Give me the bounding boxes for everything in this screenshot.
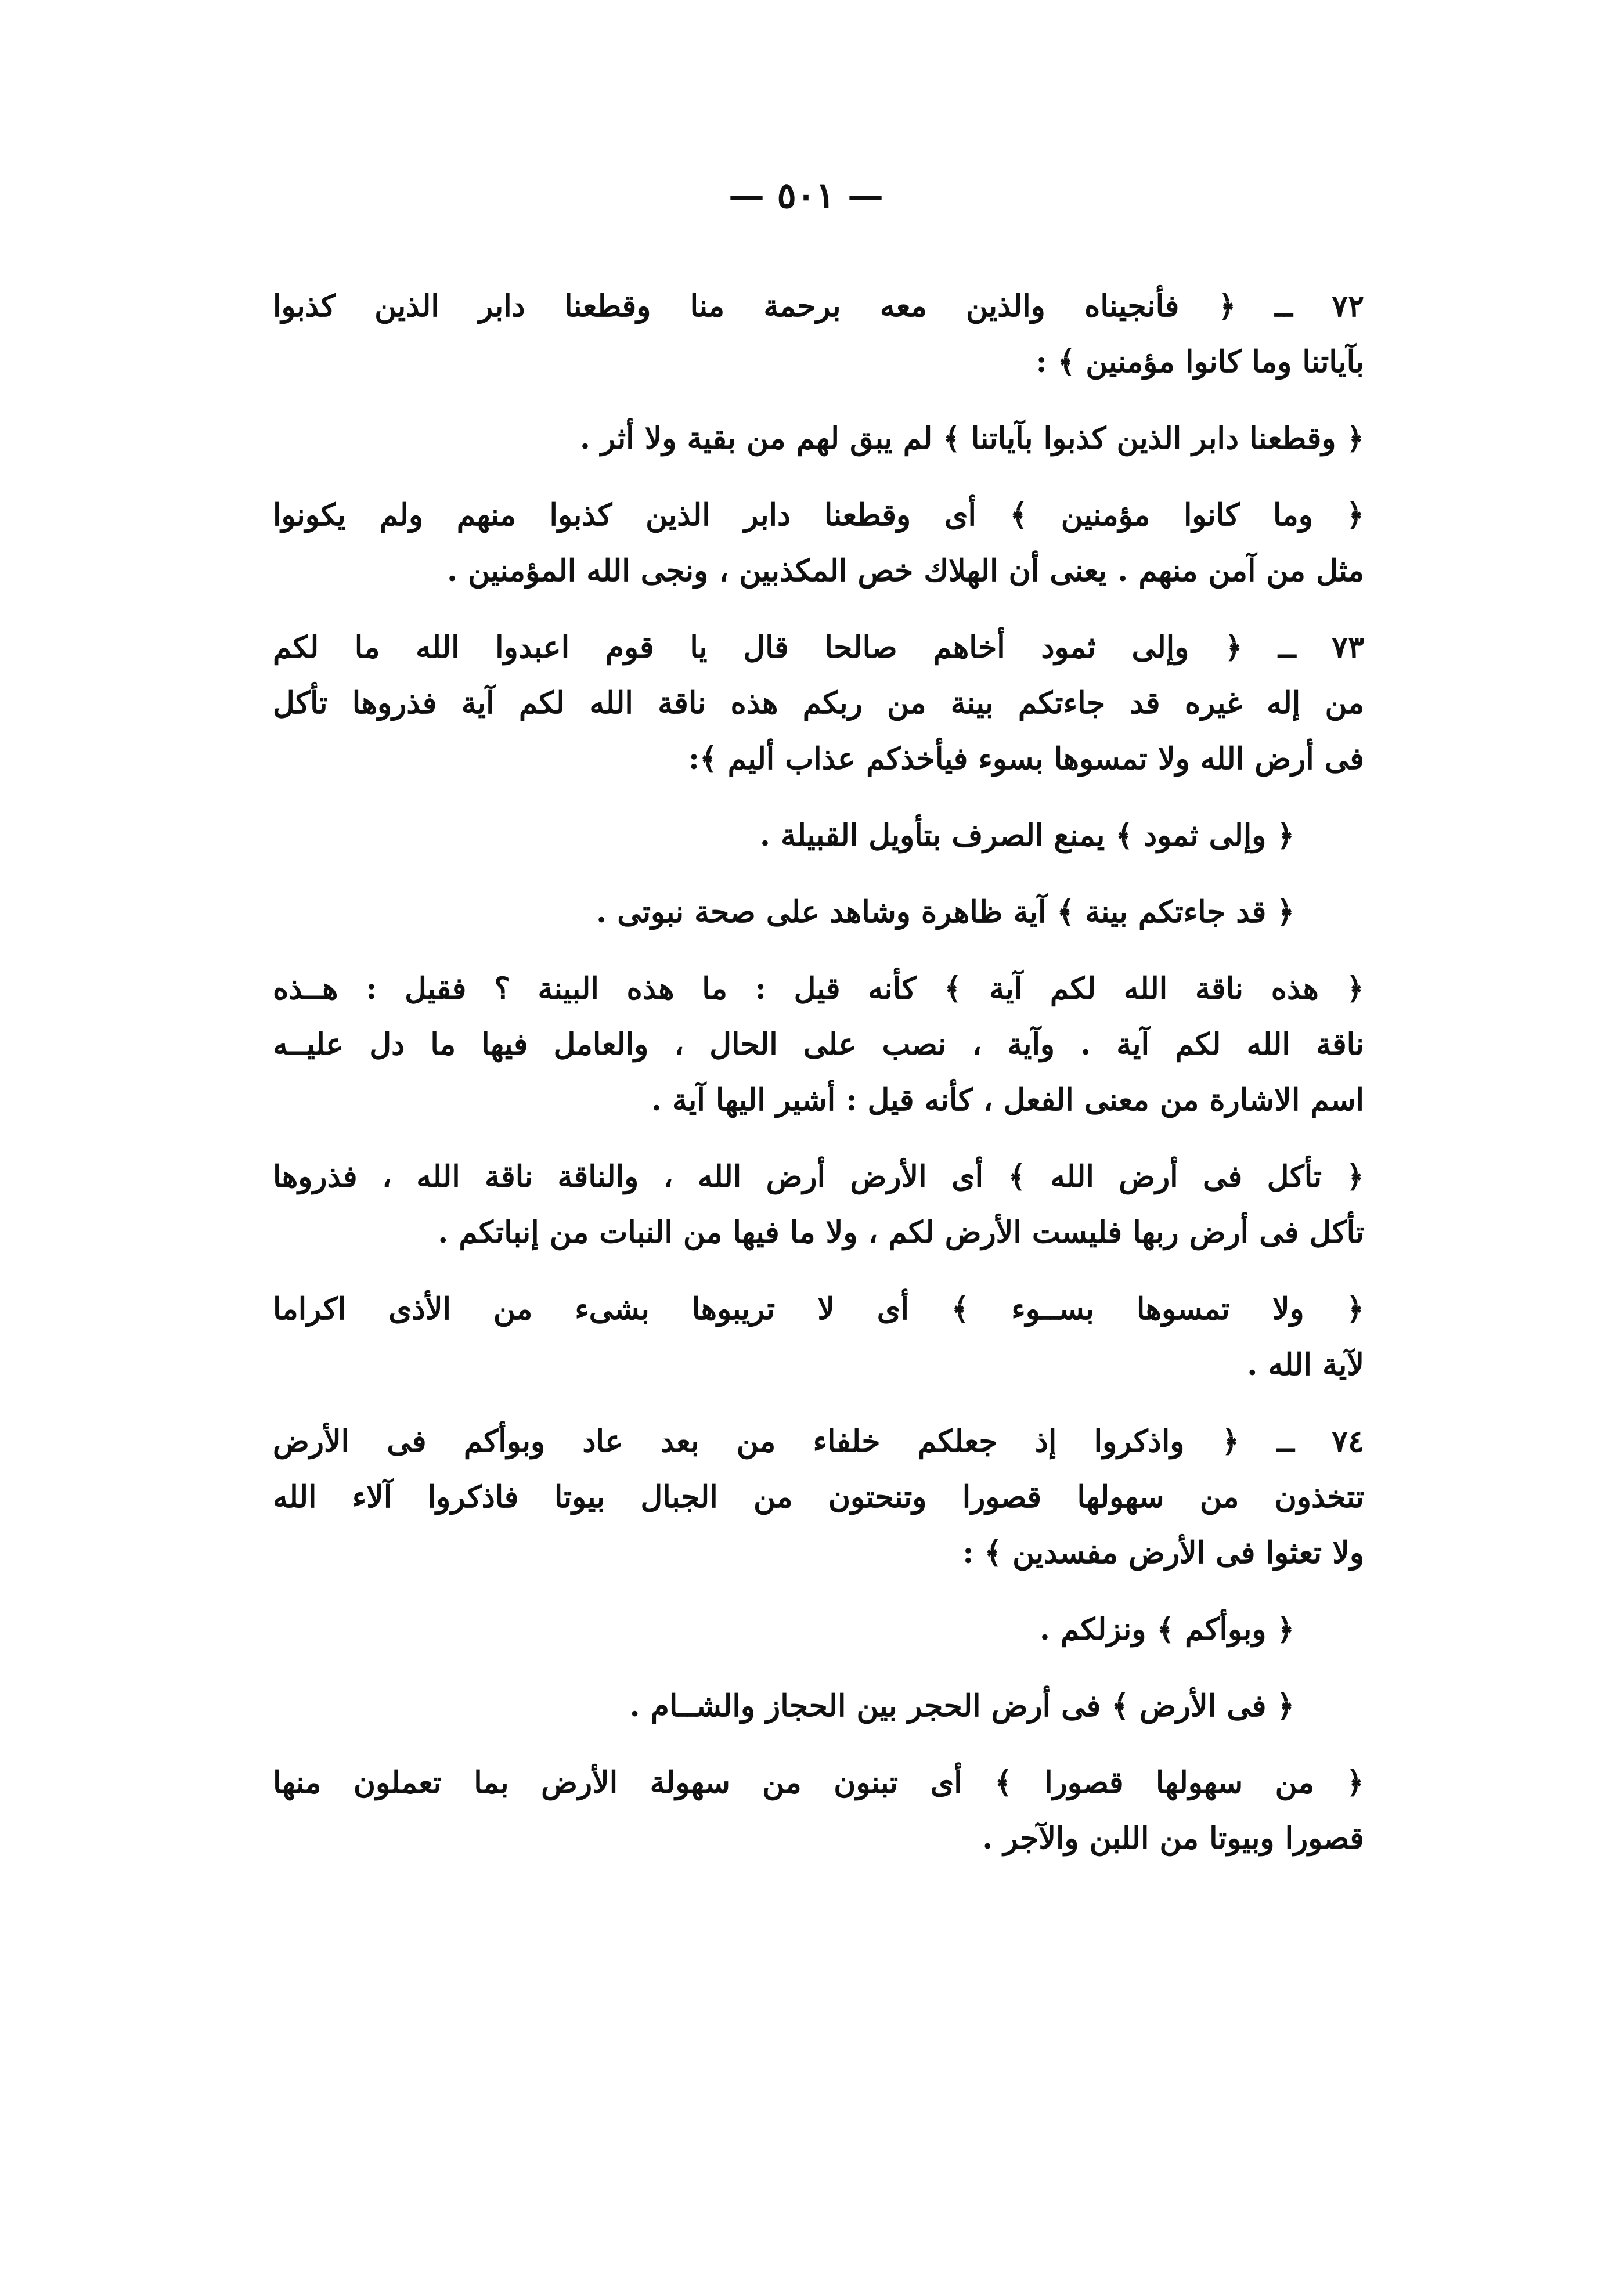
text-line: ﴿ وبوأكم ﴾ ونزلكم . [1039, 1612, 1294, 1647]
text-line: ٧٢ ــ ﴿ فأنجيناه والذين معه برحمة منا وقطعنا دابر الذين كذبوا [273, 288, 1364, 324]
text-line: ﴿ فى الأرض ﴾ فى أرض الحجر بين الحجاز والشــام . [629, 1688, 1294, 1724]
paragraph-verse-72 [273, 279, 1364, 390]
text-line: من إله غيره قد جاءتكم بينة من ربكم هذه ناقة الله لكم آية فذروها تأكل [273, 685, 1364, 721]
paragraph-commentary [273, 411, 1364, 467]
text-line: ﴿ هذه ناقة الله لكم آية ﴾ كأنه قيل : ما هذه البينة ؟ فقيل : هــذه [273, 971, 1364, 1006]
paragraph-commentary [273, 1755, 1364, 1867]
text-line: اسم الاشارة من معنى الفعل ، كأنه قيل : أشير اليها آية . [651, 1082, 1364, 1118]
body-text [273, 279, 1364, 1887]
text-line: قصورا وبيوتا من اللبن والآجر . [982, 1821, 1364, 1856]
paragraph-commentary [273, 1281, 1364, 1393]
text-line: ﴿ وقطعنا دابر الذين كذبوا بآياتنا ﴾ لم يبق لهم من بقية ولا أثر . [579, 421, 1364, 456]
text-line: فى أرض الله ولا تمسوها بسوء فيأخذكم عذاب أليم ﴾: [688, 741, 1364, 777]
text-line: ﴿ ولا تمسوها بســوء ﴾ أى لا تريبوها بشىء من الأذى اكراما [273, 1291, 1364, 1327]
text-line: لآية الله . [1247, 1347, 1364, 1382]
text-line: ﴿ وإلى ثمود ﴾ يمنع الصرف بتأويل القبيلة . [759, 818, 1294, 853]
text-line: ﴿ تأكل فى أرض الله ﴾ أى الأرض أرض الله ، والناقة ناقة الله ، فذروها [273, 1159, 1364, 1194]
text-line: بآياتنا وما كانوا مؤمنين ﴾ : [1036, 344, 1364, 380]
text-line: ﴿ من سهولها قصورا ﴾ أى تبنون من سهولة الأرض بما تعملون منها [273, 1765, 1364, 1800]
paragraph-commentary [273, 1678, 1364, 1734]
text-line: ولا تعثوا فى الأرض مفسدين ﴾ : [962, 1535, 1364, 1571]
paragraph-commentary [273, 1149, 1364, 1261]
text-line: مثل من آمن منهم . يعنى أن الهلاك خص المكذبين ، ونجى الله المؤمنين . [446, 553, 1364, 589]
text-line: ﴿ وما كانوا مؤمنين ﴾ أى وقطعنا دابر الذين كذبوا منهم ولم يكونوا [273, 497, 1364, 533]
text-line: ٧٣ ــ ﴿ وإلى ثمود أخاهم صالحا قال يا قوم اعبدوا الله ما لكم [273, 630, 1364, 665]
text-line: ناقة الله لكم آية . وآية ، نصب على الحال ، والعامل فيها ما دل عليــه [273, 1027, 1364, 1062]
text-line: ٧٤ ــ ﴿ واذكروا إذ جعلكم خلفاء من بعد عاد وبوأكم فى الأرض [273, 1424, 1364, 1459]
paragraph-commentary [273, 961, 1364, 1128]
paragraph-commentary [273, 1602, 1364, 1658]
paragraph-verse-74 [273, 1414, 1364, 1581]
paragraph-verse-73 [273, 620, 1364, 787]
paragraph-commentary [273, 488, 1364, 599]
page-number: — ٥٠١ — [728, 174, 884, 216]
paragraph-commentary [273, 808, 1364, 864]
text-line: تتخذون من سهولها قصورا وتنحتون من الجبال بيوتا فاذكروا آلاء الله [273, 1479, 1364, 1515]
paragraph-commentary [273, 885, 1364, 940]
text-line: تأكل فى أرض ربها فليست الأرض لكم ، ولا ما فيها من النبات من إنباتكم . [438, 1215, 1364, 1250]
text-line: ﴿ قد جاءتكم بينة ﴾ آية ظاهرة وشاهد على صحة نبوتى . [596, 894, 1294, 930]
